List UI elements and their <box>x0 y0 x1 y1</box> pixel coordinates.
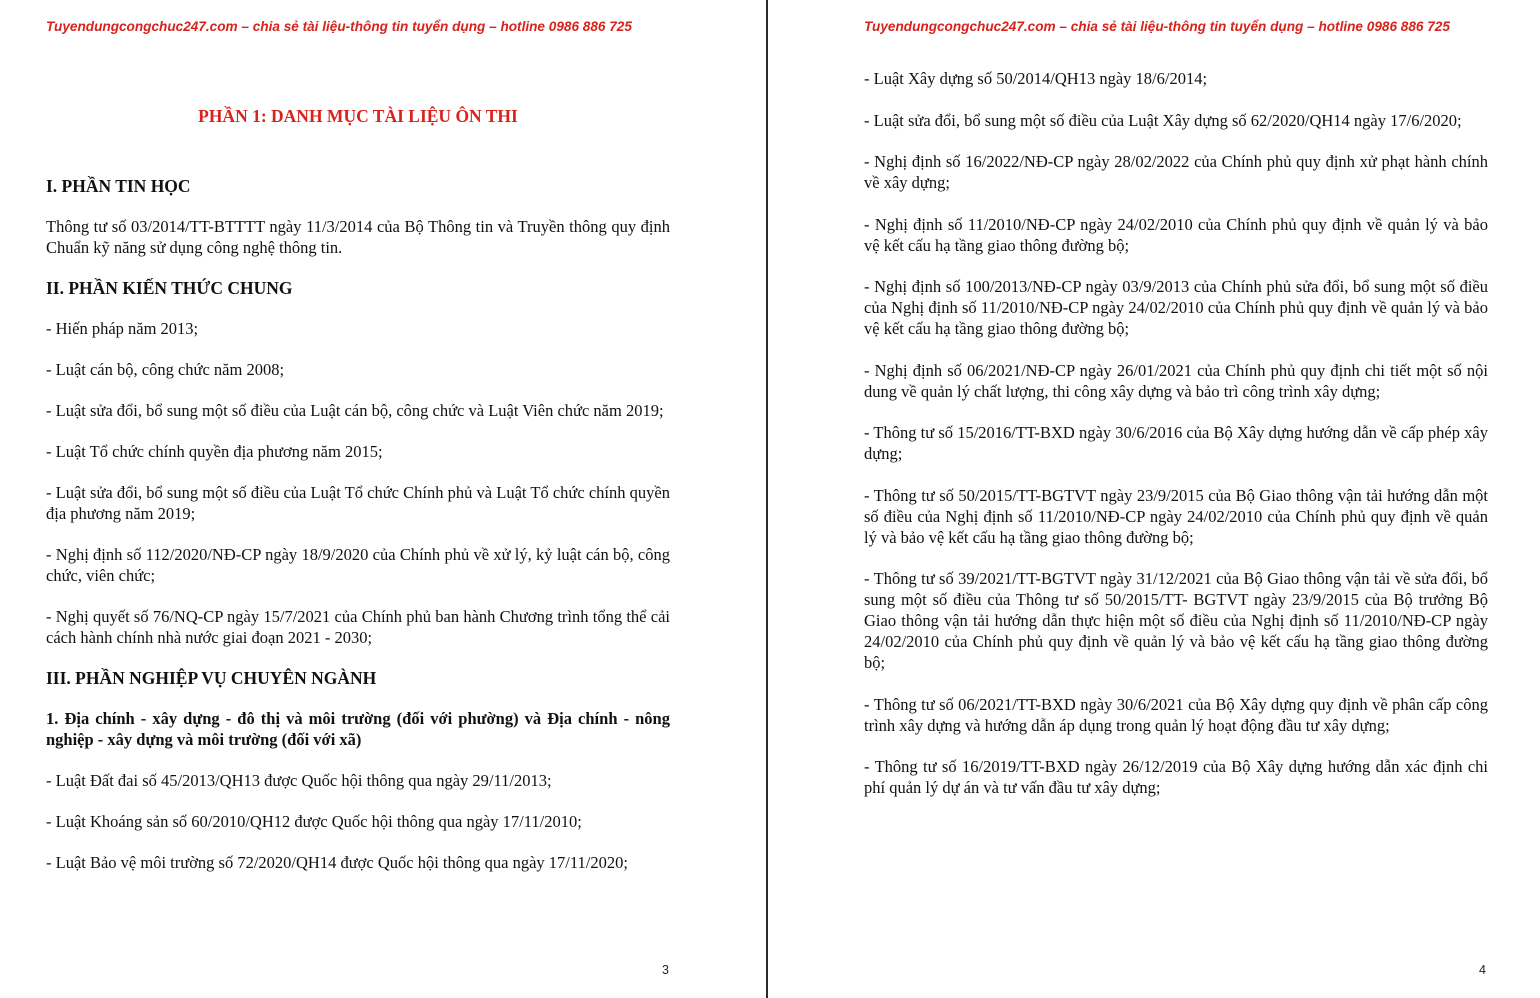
page-number: 3 <box>662 963 669 977</box>
list-item: - Luật Xây dựng số 50/2014/QH13 ngày 18/6/2014; <box>864 69 1208 88</box>
page-number: 4 <box>1479 963 1486 977</box>
document-title: PHẦN 1: DANH MỤC TÀI LIỆU ÔN THI <box>198 106 518 126</box>
list-item: - Nghị định số 11/2010/NĐ-CP ngày 24/02/2010 của Chính phủ quy định về quản lý và bảo vệ kết cấu hạ tầng giao thông đường bộ; <box>864 214 1488 255</box>
list-item: - Luật sửa đổi, bổ sung một số điều của Luật Xây dựng số 62/2020/QH14 ngày 17/6/2020; <box>864 110 1462 130</box>
list-item: - Nghị định số 06/2021/NĐ-CP ngày 26/01/2021 của Chính phủ quy định chi tiết một số nội dung về quản lý chất lượng, thi công xây dựng và bảo trì công trình xây dựng; <box>864 360 1488 401</box>
section-heading-nghiep-vu: III. PHẦN NGHIỆP VỤ CHUYÊN NGÀNH <box>46 668 377 688</box>
page-content <box>864 68 1488 819</box>
page-4 <box>768 0 1540 998</box>
list-item: - Luật cán bộ, công chức năm 2008; <box>46 360 285 379</box>
paragraph: Thông tư số 03/2014/TT-BTTTT ngày 11/3/2014 của Bộ Thông tin và Truyền thông quy định Chuẩn kỹ năng sử dụng công nghệ thông tin. <box>46 217 670 257</box>
page-3 <box>0 0 766 998</box>
page-content <box>46 106 670 893</box>
page-header: Tuyendungcongchuc247.com – chia sẻ tài liệu-thông tin tuyển dụng – hotline 0986 886 725 <box>46 19 632 34</box>
list-item: - Luật Khoáng sản số 60/2010/QH12 được Quốc hội thông qua ngày 17/11/2010; <box>46 812 582 831</box>
list-item: - Nghị quyết số 76/NQ-CP ngày 15/7/2021 của Chính phủ ban hành Chương trình tổng thể cải cách hành chính nhà nước giai đoạn 2021 - 2030; <box>46 607 670 647</box>
list-item: - Hiến pháp năm 2013; <box>46 319 199 338</box>
section-heading-tin-hoc: I. PHẦN TIN HỌC <box>46 176 191 196</box>
page-header: Tuyendungcongchuc247.com – chia sẻ tài liệu-thông tin tuyển dụng – hotline 0986 886 725 <box>864 19 1450 34</box>
list-item: - Thông tư số 15/2016/TT-BXD ngày 30/6/2016 của Bộ Xây dựng hướng dẫn về cấp phép xây dựng; <box>864 423 1488 463</box>
list-item: - Luật sửa đổi, bổ sung một số điều của Luật cán bộ, công chức và Luật Viên chức năm 2019; <box>46 401 664 420</box>
section-heading-kien-thuc-chung: II. PHẦN KIẾN THỨC CHUNG <box>46 278 293 298</box>
list-item: - Thông tư số 39/2021/TT-BGTVT ngày 31/12/2021 của Bộ Giao thông vận tải về sửa đổi, bổ sung một số điều của Thông tư số 50/2015/TT- BGTVT ngày 23/9/2015 của Bộ trưởng Bộ Giao thông vận tải hướng dẫn thực hiện một số điều của Nghị định số 11/2010/NĐ-CP ngày 24/02/2010 của Chính phủ quy định về quản lý và bảo vệ kết cấu hạ tầng giao thông đường bộ; <box>864 569 1488 672</box>
list-item: - Thông tư số 06/2021/TT-BXD ngày 30/6/2021 của Bộ Xây dựng quy định về phân cấp công trình xây dựng và hướng dẫn áp dụng trong quản lý hoạt động đầu tư xây dựng; <box>864 694 1488 735</box>
list-item: - Nghị định số 112/2020/NĐ-CP ngày 18/9/2020 của Chính phủ về xử lý, kỷ luật cán bộ, công chức, viên chức; <box>46 545 670 585</box>
list-item: - Luật Bảo vệ môi trường số 72/2020/QH14 được Quốc hội thông qua ngày 17/11/2020; <box>46 853 628 872</box>
list-item: - Nghị định số 16/2022/NĐ-CP ngày 28/02/2022 của Chính phủ quy định xử phạt hành chính về xây dựng; <box>864 152 1488 192</box>
list-item: - Luật Tổ chức chính quyền địa phương năm 2015; <box>46 442 383 461</box>
list-item: - Thông tư số 16/2019/TT-BXD ngày 26/12/2019 của Bộ Xây dựng hướng dẫn xác định chi phí quản lý dự án và tư vấn đầu tư xây dựng; <box>864 757 1488 797</box>
subsection-heading: 1. Địa chính - xây dựng - đô thị và môi trường (đối với phường) và Địa chính - nông nghiệp - xây dựng và môi trường (đối với xã) <box>46 709 670 749</box>
list-item: - Thông tư số 50/2015/TT-BGTVT ngày 23/9/2015 của Bộ Giao thông vận tải hướng dẫn một số điều của Nghị định số 11/2010/NĐ-CP ngày 24/02/2010 của Chính phủ quy định về quản lý và bảo vệ kết cấu hạ tầng giao thông đường bộ; <box>864 485 1488 547</box>
list-item: - Luật sửa đổi, bổ sung một số điều của Luật Tổ chức Chính phủ và Luật Tổ chức chính quyền địa phương năm 2019; <box>46 483 670 523</box>
list-item: - Nghị định số 100/2013/NĐ-CP ngày 03/9/2013 của Chính phủ sửa đổi, bổ sung một số điều của Nghị định số 11/2010/NĐ-CP ngày 24/02/2010 của Chính phủ quy định về quản lý và bảo vệ kết cấu hạ tầng giao thông đường bộ; <box>864 277 1488 338</box>
list-item: - Luật Đất đai số 45/2013/QH13 được Quốc hội thông qua ngày 29/11/2013; <box>46 771 552 790</box>
